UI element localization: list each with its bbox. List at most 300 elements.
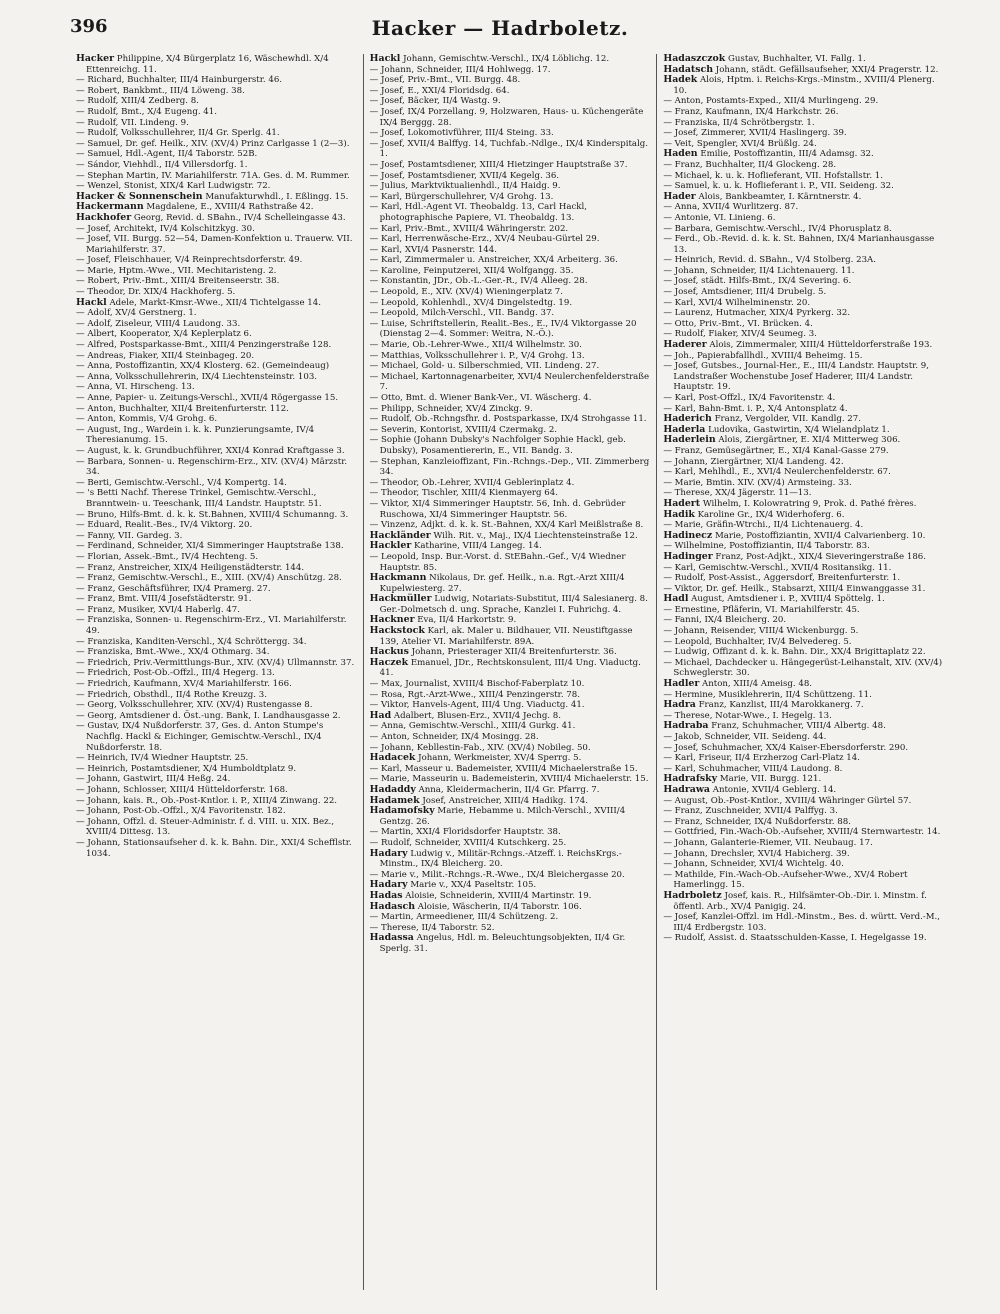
directory-entry xyxy=(76,276,357,287)
entry-details: — Konstantin, JDr., Ob.-L.-Ger.-R., IV/4 Alleeg. 28. xyxy=(369,276,588,287)
entry-details: — Karl, Mehlhdl., E., XVI/4 Neulerchenfelderstr. 67. xyxy=(663,467,891,478)
directory-entry xyxy=(663,128,944,139)
directory-entry xyxy=(663,65,944,76)
entry-details: — Franz, Bmt. VIII/4 Josefstädterstr. 91. xyxy=(76,594,252,605)
entry-details: — Martin, XXI/4 Floridsdorfer Hauptstr. 38. xyxy=(369,827,561,838)
entry-details: — Rudolf, XIII/4 Zedberg. 8. xyxy=(76,96,199,107)
entry-details: — Hermine, Musiklehrerin, II/4 Schüttzeng. 11. xyxy=(663,689,872,700)
entry-details: — Friedrich, Obsthdl., II/4 Rothe Kreuzg. 3. xyxy=(76,689,267,700)
entry-surname: Hackl xyxy=(76,296,107,308)
directory-entry xyxy=(76,298,357,309)
directory-entry xyxy=(663,255,944,266)
directory-entry xyxy=(370,870,651,881)
entry-details: — Johann, Schneider, XVI/4 Wichtelg. 40. xyxy=(663,859,844,870)
directory-entry xyxy=(370,340,651,351)
entry-details: Josef, Anstreicher, XIII/4 Hadikg. 174. xyxy=(422,795,588,806)
entry-details: — Karl, Masseur u. Bademeister, XVIII/4 Michaelerstraße 15. xyxy=(369,763,638,774)
directory-entry xyxy=(370,192,651,203)
entry-surname: Hackl xyxy=(369,54,401,64)
directory-entry xyxy=(370,700,651,711)
directory-entry xyxy=(370,266,651,277)
entry-details: — Karl, Zimmermaler u. Anstreicher, XX/4 Arbeiterg. 36. xyxy=(369,255,618,266)
entry-details: Wilh. Rit. v., Maj., IX/4 Liechtensteinstraße 12. xyxy=(433,530,638,541)
directory-entry xyxy=(76,647,357,658)
entry-details: — Johann, Ziergärtner, XI/4 Landeng. 42. xyxy=(663,456,844,467)
entry-surname: Hadinger xyxy=(663,550,713,562)
entry-details: — Heinrich, Revid. d. SBahn., V/4 Stolberg. 23A. xyxy=(663,255,876,266)
directory-entry xyxy=(663,446,944,457)
entry-details: — Vinzenz, Adjkt. d. k. k. St.-Bahnen, XX/4 Karl Meißlstraße 8. xyxy=(369,520,644,531)
directory-entry xyxy=(76,615,357,636)
entry-surname: Haderer xyxy=(663,339,707,351)
directory-entry xyxy=(663,721,944,732)
directory-entry xyxy=(76,552,357,563)
directory-entry xyxy=(663,202,944,213)
entry-details: — Josef, Priv.-Bmt., VII. Burgg. 48. xyxy=(369,75,521,86)
entry-details: Adalbert, Blusen-Erz., XVII/4 Jechg. 8. xyxy=(393,710,561,721)
entry-surname: Hadraba xyxy=(663,720,709,732)
entry-surname: Hadaszczok xyxy=(663,54,726,64)
entry-details: — Bruno, Hilfs-Bmt. d. k. k. St.Bahnen, XVIII/4 Schumanng. 3. xyxy=(76,509,349,520)
directory-entry xyxy=(663,859,944,870)
entry-details: — Friedrich, Kaufmann, XV/4 Mariahilferstr. 166. xyxy=(76,679,292,690)
directory-entry xyxy=(663,467,944,478)
entry-details: — Franz, Zuschneider, XVII/4 Palffyg. 3. xyxy=(663,806,838,817)
entry-details: — Josef, Lokomotivführer, III/4 Steing. 33. xyxy=(369,128,554,139)
entry-details: — Marie, Masseurin u. Bademeisterin, XVIII/4 Michaelerstr. 15. xyxy=(369,774,649,785)
entry-details: — Anna, Gemischtw.-Verschl., XIII/4 Gurkg. 41. xyxy=(369,721,576,732)
directory-entry xyxy=(76,774,357,785)
entry-surname: Hacker & Sonnenschein xyxy=(76,190,203,202)
entry-surname: Hackermann xyxy=(76,201,144,213)
entry-surname: Hadrboletz xyxy=(663,889,722,901)
entry-details: — Anne, Papier- u. Zeitungs-Verschl., XVII/4 Rögergasse 15. xyxy=(76,393,339,403)
entry-surname: Haderlein xyxy=(663,434,716,446)
entry-details: — Rudolf, Assist. d. Staatsschulden-Kasse, I. Hegelgasse 19. xyxy=(663,933,927,944)
entry-details: — Theodor, Tischler, XIII/4 Kienmayerg 64. xyxy=(369,488,558,499)
directory-entry xyxy=(663,192,944,203)
entry-details: — Josef, Amtsdiener, III/4 Drubelg. 5. xyxy=(663,287,827,298)
directory-entry xyxy=(76,86,357,97)
directory-entry xyxy=(663,806,944,817)
directory-entry xyxy=(663,933,944,944)
entry-details: — Franz, Gemüsegärtner, E., XI/4 Kanal-Gasse 279. xyxy=(663,445,889,456)
entry-details: Josef, kais. R., Hilfsämter-Ob.-Dir. i. Minstm. f. öffentl. Arb., XV/4 Panigig. 24. xyxy=(673,890,927,912)
entry-details: — Heinrich, IV/4 Wiedner Hauptstr. 25. xyxy=(76,753,249,764)
directory-entry xyxy=(370,764,651,775)
entry-surname: Hadrawa xyxy=(663,783,710,795)
entry-details: — Rudolf, Volksschullehrer, II/4 Gr. Sperlg. 41. xyxy=(76,128,280,139)
entry-details: — Viktor, XI/4 Simmeringer Hauptstr. 56, Inh. d. Gebrüder Ruschowa, XI/4 Simmeringer Hauptstr. 56. xyxy=(369,498,626,520)
entry-details: — Karl, XVI/4 Pasnerstr. 144. xyxy=(369,244,497,255)
entry-details: — Anna, Volksschullehrerin, IX/4 Liechtensteinstr. 103. xyxy=(76,371,318,382)
entry-surname: Had xyxy=(369,709,392,721)
directory-entry xyxy=(663,615,944,626)
directory-entry xyxy=(663,361,944,393)
directory-entry xyxy=(76,520,357,531)
entry-details: — Mathilde, Fin.-Wach-Ob.-Aufseher-Wwe., XV/4 Robert Hamerlingg. 15. xyxy=(663,869,908,891)
entry-details: — Franziska, Sonnen- u. Regenschirm-Erz., VI. Mariahilferstr. 49. xyxy=(76,615,347,637)
directory-entry xyxy=(370,361,651,372)
entry-surname: Hadasch xyxy=(369,900,416,912)
entry-details: — Fanny, VII. Gardeg. 3. xyxy=(76,530,183,541)
entry-details: — Veit, Spengler, XVI/4 Brüßlg. 24. xyxy=(663,138,817,149)
directory-entry xyxy=(76,75,357,86)
entry-details: — Michael, k. u. k. Hoflieferant, VII. Hofstallstr. 1. xyxy=(663,170,883,181)
entry-details: — Therese, II/4 Taborstr. 52. xyxy=(369,922,495,933)
directory-entry xyxy=(663,139,944,150)
entry-details: — Josef, Postamtsdiener, XVII/4 Kegelg. 36. xyxy=(369,170,560,181)
directory-entry xyxy=(76,711,357,722)
directory-entry xyxy=(370,827,651,838)
entry-details: Anton, XIII/4 Ameisg. 48. xyxy=(702,679,813,690)
entry-details: — Karoline, Feinputzerei, XII/4 Wolfgangg. 35. xyxy=(369,265,574,276)
entry-details: — Josef, Gutsbes., Journal-Her., E., III/4 Landstr. Hauptstr. 9, Landstraßer Wochenstube Josef Haderer, III/4 Landstr. Hauptstr. 19. xyxy=(663,361,929,393)
entry-details: — Samuel, k. u. k. Hoflieferant i. P., VII. Seideng. 32. xyxy=(663,181,894,192)
entry-details: — Josef, E., XXI/4 Floridsdg. 64. xyxy=(369,85,510,96)
directory-entry xyxy=(76,382,357,393)
directory-entry xyxy=(76,149,357,160)
entry-details: — August, k. k. Grundbuchführer, XXI/4 Konrad Kraftgasse 3. xyxy=(76,445,345,456)
entry-details: — Franz, Gemischtw.-Verschl., E., XIII. (XV/4) Anschützg. 28. xyxy=(76,573,342,584)
entry-details: — Johann, Stationsaufseher d. k. k. Bahn. Dir., XXI/4 Schefflstr. 1034. xyxy=(76,837,352,859)
directory-entry xyxy=(76,255,357,266)
directory-entry xyxy=(370,457,651,478)
entry-details: Aloisie, Wäscherin, II/4 Taborstr. 106. xyxy=(417,901,582,912)
entry-details: — Rosa, Rgt.-Arzt-Wwe., XIII/4 Penzingerstr. 78. xyxy=(369,689,580,700)
directory-entry xyxy=(663,414,944,425)
entry-details: — August, Ing., Wardein i. k. k. Punzierungsamte, IV/4 Theresianumg. 15. xyxy=(76,424,315,446)
entry-details: — Ernestine, Pfläferin, VI. Mariahilferstr. 45. xyxy=(663,604,860,615)
directory-entry xyxy=(663,753,944,764)
entry-details: Eva, II/4 Harkortstr. 9. xyxy=(417,615,517,626)
entry-surname: Hadek xyxy=(663,74,698,86)
directory-entry xyxy=(370,478,651,489)
entry-details: Ludwig v., Militär-Rchngs.-Atzeff. i. ReichsKrgs.-Minstm., IX/4 Bleicherg. 20. xyxy=(379,848,622,870)
directory-entry xyxy=(76,637,357,648)
entry-details: — Leopold, Milch-Verschl., VII. Bandg. 37. xyxy=(369,308,555,319)
entry-details: — Robert, Bankbmt., III/4 Löweng. 38. xyxy=(76,85,245,96)
directory-entry xyxy=(370,594,651,615)
entry-surname: Haczek xyxy=(369,656,409,668)
directory-entry xyxy=(663,213,944,224)
directory-entry xyxy=(76,668,357,679)
directory-entry xyxy=(663,510,944,521)
entry-details: — Albert, Kooperator, X/4 Keplerplatz 6. xyxy=(76,329,252,340)
entry-details: — Johann, Drechsler, XVI/4 Habicherg. 39. xyxy=(663,848,850,859)
directory-entry xyxy=(76,308,357,319)
entry-details: — Otto, Bmt. d. Wiener Bank-Ver., VI. Wäscherg. 4. xyxy=(369,393,592,403)
directory-entry xyxy=(370,181,651,192)
directory-entry xyxy=(663,351,944,362)
directory-entry xyxy=(76,372,357,383)
entry-surname: Hackhofer xyxy=(76,211,132,223)
entry-details: — Marie, Hptm.-Wwe., VII. Mechitaristeng. 2. xyxy=(76,265,277,276)
entry-surname: Hackmann xyxy=(369,572,427,584)
directory-entry xyxy=(370,499,651,520)
entry-details: — Josef, Schuhmacher, XX/4 Kaiser-Ebersdorferstr. 290. xyxy=(663,742,909,753)
entry-details: — Anton, Buchhalter, XII/4 Breitenfurterstr. 112. xyxy=(76,403,289,414)
directory-entry xyxy=(663,827,944,838)
directory-entry xyxy=(370,902,651,913)
entry-surname: Hadary xyxy=(369,879,408,891)
directory-entry xyxy=(76,340,357,351)
directory-entry xyxy=(76,817,357,838)
entry-details: — Johann, Schneider, II/4 Lichtenauerg. 11. xyxy=(663,265,855,276)
directory-entry xyxy=(663,531,944,542)
directory-entry xyxy=(370,573,651,594)
entry-details: — Franz, Musiker, XVI/4 Haberlg. 47. xyxy=(76,604,240,615)
entry-details: — Viktor, Dr. gef. Heilk., Stabsarzt, XIII/4 Einwanggasse 31. xyxy=(663,583,926,594)
entry-surname: Haderich xyxy=(663,413,712,425)
entry-details: — Leopold, Insp. Bur.-Vorst. d. StEBahn.-Gef., V/4 Wiedner Hauptstr. 85. xyxy=(369,551,626,573)
directory-entry xyxy=(663,605,944,616)
directory-entry xyxy=(76,213,357,224)
entry-details: — Rudolf, VII. Lindeng. 9. xyxy=(76,117,189,128)
entry-details: — Otto, Priv.-Bmt., VI. Brücken. 4. xyxy=(663,318,813,329)
directory-entry xyxy=(370,488,651,499)
entry-details: — Laurenz, Hutmacher, XIX/4 Pyrkerg. 32. xyxy=(663,308,851,319)
directory-entry xyxy=(370,732,651,743)
entry-details: — Johann, Offzl. d. Steuer-Administr. f. d. VIII. u. XIX. Bez., XVIII/4 Dittesg. 13. xyxy=(76,816,335,838)
entry-details: — Friedrich, Priv.-Vermittlungs-Bur., XIV. (XV/4) Ullmannstr. 37. xyxy=(76,657,355,668)
entry-details: — Fanni, IX/4 Bleicherg. 20. xyxy=(663,615,787,626)
entry-details: August, Amtsdiener i. P., XVIII/4 Spöttelg. 1. xyxy=(691,594,885,605)
entry-details: — Alfred, Postsparkasse-Bmt., XIII/4 Penzingerstraße 128. xyxy=(76,340,332,351)
directory-entry xyxy=(370,65,651,76)
entry-details: — Karl, XVI/4 Wilhelminenstr. 20. xyxy=(663,297,811,308)
entry-surname: Hadinecz xyxy=(663,529,713,541)
directory-entry xyxy=(76,690,357,701)
entry-details: — Franz, Kaufmann, IX/4 Harkchstr. 26. xyxy=(663,106,839,117)
entry-details: — Franz, Anstreicher, XIX/4 Heiligenstädterstr. 144. xyxy=(76,562,305,573)
directory-entry xyxy=(663,308,944,319)
directory-entry xyxy=(663,817,944,828)
entry-details: — Anna, VI. Hirscheng. 13. xyxy=(76,382,195,393)
directory-entry xyxy=(663,637,944,648)
entry-surname: Hackler xyxy=(369,540,412,552)
directory-entry xyxy=(663,224,944,235)
entry-details: — Berti, Gemischtw.-Verschl., V/4 Kompertg. 14. xyxy=(76,477,287,488)
entry-details: — Heinrich, Postamtsdiener, X/4 Humboldtplatz 9. xyxy=(76,763,297,774)
directory-entry xyxy=(76,414,357,425)
entry-details: Karoline Gr., IX/4 Widerhoferg. 6. xyxy=(697,509,845,520)
directory-entry xyxy=(663,478,944,489)
directory-entry xyxy=(370,75,651,86)
entry-details: Emilie, Postoffizantin, III/4 Adamsg. 32. xyxy=(700,149,874,160)
entry-details: — Franz, Geschäftsführer, IX/4 Pramerg. 27. xyxy=(76,583,271,594)
entry-surname: Hadas xyxy=(369,889,403,901)
directory-entry xyxy=(76,796,357,807)
entry-details: — Anton, Schneider, IX/4 Mosingg. 28. xyxy=(369,732,539,742)
entry-details: — Leopold, Kohlenhdl., XV/4 Dingelstedtg. 19. xyxy=(369,297,573,308)
directory-entry xyxy=(76,806,357,817)
entry-surname: Haderla xyxy=(663,423,706,435)
directory-entry xyxy=(370,849,651,870)
directory-entry xyxy=(76,96,357,107)
entry-details: Alois, Ziergärtner, E. XI/4 Mitterweg 306. xyxy=(718,435,901,446)
entry-details: — Luise, Schriftstellerin, Realit.-Bes., E., IV/4 Viktorgasse 20 (Dienstag 2—4. Sommer: Weitra, N.-Ö.). xyxy=(369,318,637,340)
entry-details: — Johann, Kebllestin-Fab., XIV. (XV/4) Nobileg. 50. xyxy=(369,742,591,753)
directory-entry xyxy=(76,329,357,340)
entry-surname: Hadacek xyxy=(369,752,416,764)
entry-details: — Johann, Schneider, III/4 Hohlwegg. 17. xyxy=(369,64,551,75)
entry-details: — Johann, Post-Ob.-Offzl., X/4 Favoritenstr. 182. xyxy=(76,806,286,817)
entry-details: Katharine, VIII/4 Langeg. 14. xyxy=(414,541,542,552)
entry-details: — Rudolf, Bmt., X/4 Eugeng. 41. xyxy=(76,106,217,117)
entry-details: Marie, VII. Burgg. 121. xyxy=(719,774,822,785)
directory-entry xyxy=(370,160,651,171)
directory-entry xyxy=(370,658,651,679)
directory-entry xyxy=(663,573,944,584)
directory-entry xyxy=(370,372,651,393)
entry-details: — 's Betti Nachf. Therese Trinkel, Gemischtw.-Verschl., Branntwein- u. Teeschank, III/4 Landstr. Hauptstr. 51. xyxy=(76,488,322,509)
directory-entry xyxy=(370,128,651,139)
directory-entry xyxy=(370,319,651,340)
entry-surname: Hackländer xyxy=(369,529,431,541)
directory-entry xyxy=(663,785,944,796)
directory-entry xyxy=(76,404,357,415)
directory-entry xyxy=(370,425,651,436)
entry-details: — Florian, Assek.-Bmt., IV/4 Hechteng. 5. xyxy=(76,551,259,562)
directory-entry xyxy=(76,107,357,118)
directory-entry xyxy=(76,785,357,796)
directory-entry xyxy=(76,605,357,616)
directory-entry xyxy=(663,499,944,510)
entry-details: — Karl, Schuhmacher, VIII/4 Laudong. 8. xyxy=(663,763,843,774)
column-2 xyxy=(364,54,658,1290)
page-number: 396 xyxy=(70,16,108,37)
entry-details: — Michael, Dachdecker u. Hängegerüst-Leihanstalt, XIV. (XV/4) Schweglerstr. 30. xyxy=(663,657,943,679)
directory-entry xyxy=(370,255,651,266)
entry-details: — Josef, städt. Hilfs-Bmt., IX/4 Severing. 6. xyxy=(663,276,852,287)
entry-details: Franz, Vergolder, VII. Kandlg. 27. xyxy=(714,414,861,425)
directory-entry xyxy=(76,425,357,446)
entry-details: — Josef, Bäcker, II/4 Wastg. 9. xyxy=(369,96,501,107)
entry-details: — Barbara, Sonnen- u. Regenschirm-Erz., XIV. (XV/4) Märzstr. 34. xyxy=(76,456,348,478)
entry-details: Alois, Bankbeamter, I. Kärntnerstr. 4. xyxy=(698,191,862,202)
directory-entry xyxy=(76,510,357,521)
entry-surname: Hadert xyxy=(663,497,701,509)
directory-entry xyxy=(663,435,944,446)
entry-details: Franz, Kanzlist, III/4 Marokkanerg. 7. xyxy=(698,700,864,711)
directory-entry xyxy=(663,891,944,912)
directory-entry xyxy=(370,202,651,223)
directory-entry xyxy=(370,531,651,542)
directory-entry xyxy=(76,234,357,255)
directory-entry xyxy=(663,743,944,754)
entry-details: Johann, städt. Gefällsaufseher, XXI/4 Pragerstr. 12. xyxy=(715,64,939,75)
directory-entry xyxy=(76,594,357,605)
entry-details: — Franziska, Kanditen-Verschl., X/4 Schröttergg. 34. xyxy=(76,636,307,647)
directory-entry xyxy=(663,594,944,605)
entry-surname: Hader xyxy=(663,190,696,202)
directory-entry xyxy=(76,764,357,775)
directory-entry xyxy=(370,139,651,160)
entry-surname: Hadl xyxy=(663,593,689,605)
entry-details: — Josef, IX/4 Porzellang. 9, Holzwaren, Haus- u. Küchengeräte IX/4 Berggg. 28. xyxy=(369,106,644,128)
entry-details: — Anna, XVII/4 Wurlitzerg. 87. xyxy=(663,202,799,213)
directory-entry xyxy=(370,435,651,456)
entry-details: Ludwig, Notariats-Substitut, III/4 Salesianerg. 8. Ger.-Dolmetsch d. ung. Sprache, Kanzlei I. Fuhrichg. 4. xyxy=(379,594,648,615)
entry-details: Franz, Post-Adjkt., XIX/4 Sieveringerstraße 186. xyxy=(715,551,926,562)
entry-details: Angelus, Hdl. m. Beleuchtungsobjekten, II/4 Gr. Sperlg. 31. xyxy=(379,933,626,954)
entry-surname: Hadaddy xyxy=(369,783,416,795)
entry-details: Karl, ak. Maler u. Bildhauer, VII. Neustiftgasse 139, Atelier VI. Mariahilferstr. 89A. xyxy=(379,626,633,647)
directory-entry xyxy=(663,96,944,107)
directory-entry xyxy=(663,234,944,255)
entry-details: Philippine, X/4 Bürgerplatz 16, Wäschewhdl. X/4 Ettenreichg. 11. xyxy=(86,54,329,75)
entry-details: — Karl, Bahn-Bmt. i. P., X/4 Antonsplatz 4. xyxy=(663,403,848,414)
entry-details: — Philipp, Schneider, XV/4 Zinckg. 9. xyxy=(369,403,533,414)
column-3 xyxy=(657,54,950,1290)
directory-entry xyxy=(370,245,651,256)
directory-entry xyxy=(663,912,944,933)
directory-entry xyxy=(663,488,944,499)
directory-entry xyxy=(370,404,651,415)
directory-entry xyxy=(76,139,357,150)
entry-details: — Josef, VII. Burgg. 52—54, Damen-Konfektion u. Trauerw. VII. Mariahilferstr. 37. xyxy=(76,234,353,255)
entry-details: — Rudolf, Post-Assist., Aggersdorf, Breitenfurterstr. 1. xyxy=(663,573,901,584)
entry-details: — Sándor, Viehhdl., II/4 Villersdorfg. 1. xyxy=(76,159,248,170)
entry-details: — Karl, Priv.-Bmt., XVIII/4 Währingerstr. 202. xyxy=(369,223,569,234)
entry-details: — Martin, Armeediener, III/4 Schützeng. 2. xyxy=(369,912,559,923)
directory-entry xyxy=(663,287,944,298)
directory-entry xyxy=(370,351,651,362)
entry-details: — Ferdinand, Schneider, XI/4 Simmeringer Hauptstraße 138. xyxy=(76,541,344,552)
entry-details: — Marie, Bmtin. XIV. (XV/4) Armsteing. 33. xyxy=(663,477,852,488)
entry-details: — Ludwig, Offizant d. k. k. Bahn. Dir., XX/4 Brigittaplatz 22. xyxy=(663,647,926,658)
directory-entry xyxy=(663,276,944,287)
directory-entry xyxy=(370,414,651,425)
entry-details: — Stephan, Kanzleioffizant, Fin.-Rchngs.-Dep., VII. Zimmerberg 34. xyxy=(369,456,650,478)
entry-details: — Leopold, Buchhalter, IV/4 Belvedereg. 5. xyxy=(663,636,852,647)
directory-entry xyxy=(370,806,651,827)
entry-details: Gustav, Buchhalter, VI. Fallg. 1. xyxy=(728,54,866,64)
entry-details: Manufakturwhdl., I. Eßlingg. 15. xyxy=(205,191,349,202)
directory-entry xyxy=(663,563,944,574)
entry-details: — Johann, Schlosser, XIII/4 Hütteldorferstr. 168. xyxy=(76,784,288,795)
entry-details: Marie, Hebamme u. Milch-Verschl., XVIII/4 Gentzg. 26. xyxy=(379,806,626,827)
directory-entry xyxy=(370,224,651,235)
directory-entry xyxy=(76,393,357,404)
entry-details: — Marie v., Milit.-Rchngs.-R.-Wwe., IX/4 Bleichergasse 20. xyxy=(369,869,625,880)
entry-details: — Barbara, Gemischtw.-Verschl., IV/4 Phorusplatz 8. xyxy=(663,223,892,234)
directory-entry xyxy=(370,933,651,954)
entry-details: Adele, Markt-Kmsr.-Wwe., XII/4 Tichtelgasse 14. xyxy=(109,297,321,308)
directory-entry xyxy=(76,563,357,574)
entry-details: — Josef, Kanzlei-Offzl. im Hdl.-Minstm., Bes. d. württ. Verd.-M., III/4 Erdbergstr. 103. xyxy=(663,912,941,933)
directory-entry xyxy=(663,796,944,807)
entry-details: — Therese, Notar-Wwe., I. Hegelg. 13. xyxy=(663,710,832,721)
directory-entry xyxy=(76,457,357,478)
entry-details: — Rudolf, Ob.-Rchngsfhr. d. Postsparkasse, IX/4 Strohgasse 11. xyxy=(369,414,647,425)
directory-entry xyxy=(663,626,944,637)
entry-details: — Karl, Bürgerschullehrer, V/4 Grohg. 13. xyxy=(369,191,554,202)
entry-details: — Rudolf, Fiaker, XIV/4 Seumeg. 3. xyxy=(663,329,817,340)
directory-entry xyxy=(76,488,357,509)
running-head: Hacker — Hadrboletz. xyxy=(371,16,629,40)
entry-details: — Franziska, Bmt.-Wwe., XX/4 Othmarg. 34. xyxy=(76,647,270,658)
directory-entry xyxy=(76,700,357,711)
directory-entry xyxy=(76,118,357,129)
entry-details: — Karl, Friseur, II/4 Erzherzog Carl-Platz 14. xyxy=(663,753,860,764)
entry-details: — Viktor, Hanvels-Agent, III/4 Ung. Viaductg. 41. xyxy=(369,700,585,711)
entry-details: — Eduard, Realit.-Bes., IV/4 Viktorg. 20. xyxy=(76,520,253,531)
entry-details: Aloisie, Schneiderin, XVIII/4 Martinstr. 19. xyxy=(405,890,592,901)
directory-entry xyxy=(370,393,651,404)
entry-details: Marie v., XX/4 Paseltstr. 105. xyxy=(410,880,537,891)
